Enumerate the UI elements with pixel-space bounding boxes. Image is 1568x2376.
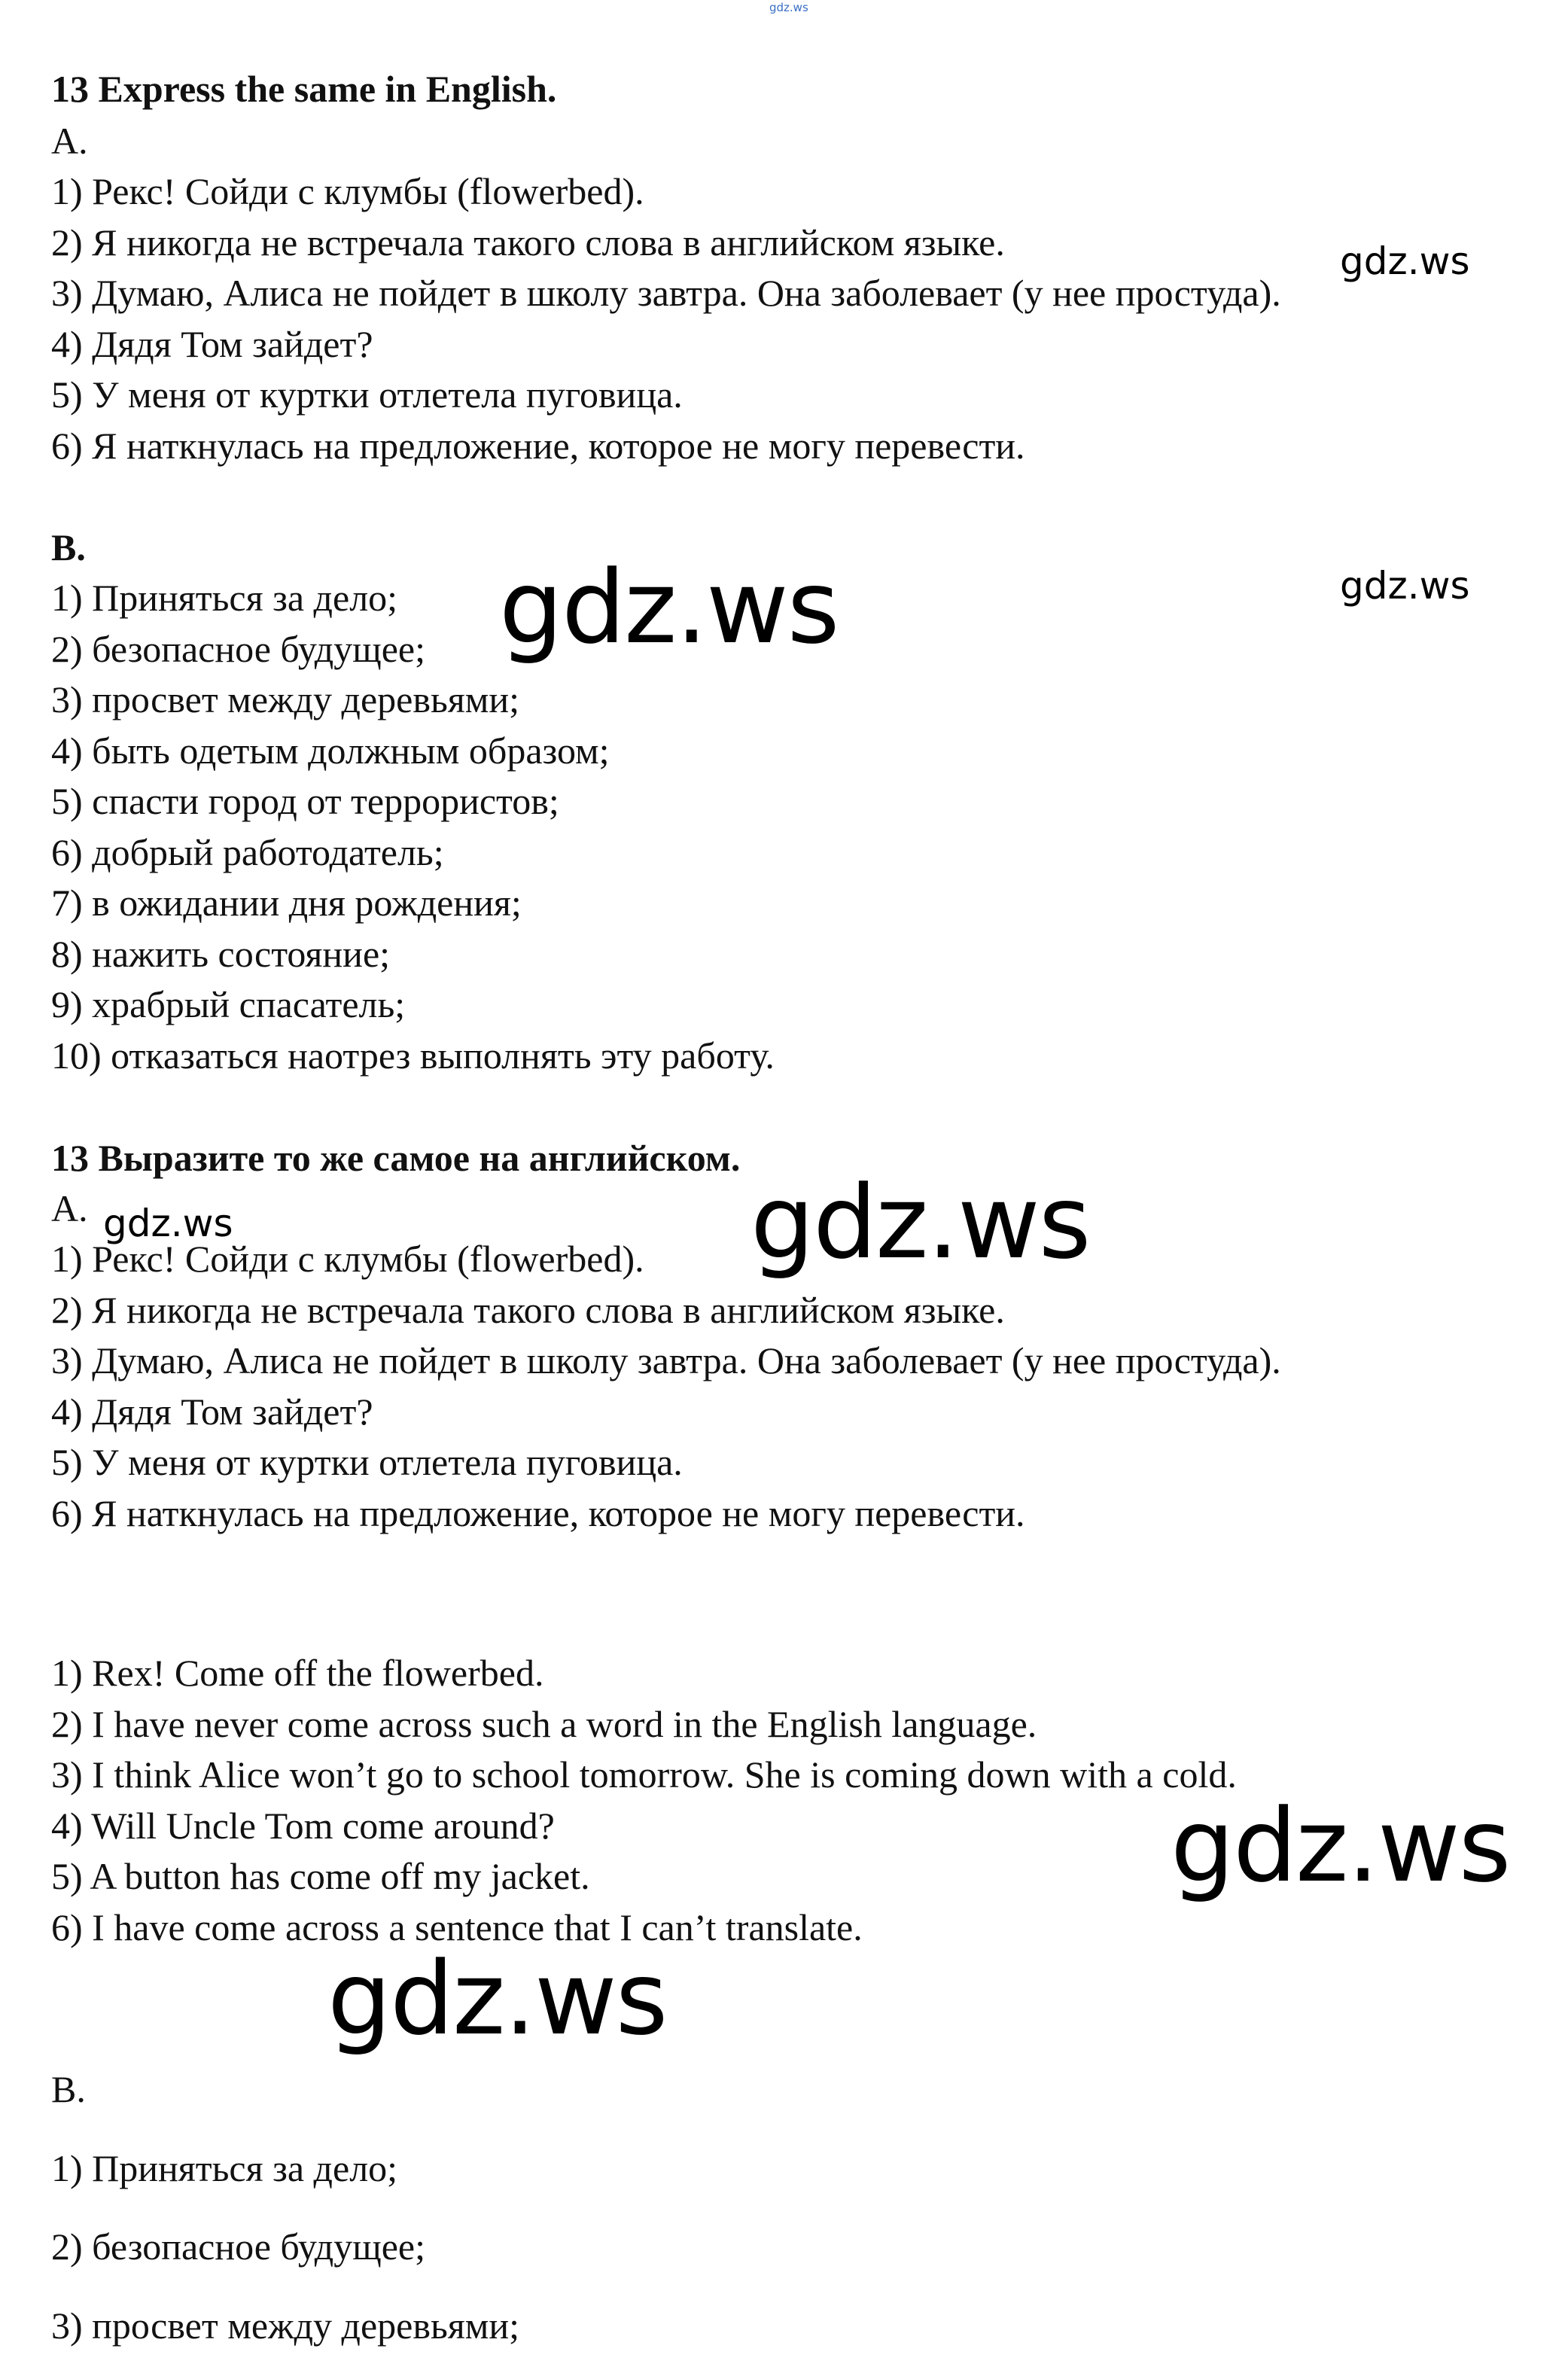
- part-a-item: 3) Думаю, Алиса не пойдет в школу завтра. Она заболевает (у нее простуда).: [51, 1339, 1281, 1381]
- part-a-item: 3) Думаю, Алиса не пойдет в школу завтра. Она заболевает (у нее простуда).: [51, 272, 1281, 314]
- watermark-large: gdz.ws: [499, 549, 839, 666]
- answers-b-item: 3) просвет между деревьями;: [51, 2304, 520, 2347]
- watermark-large: gdz.ws: [1171, 1787, 1510, 1905]
- header-watermark: gdz.ws: [769, 1, 808, 14]
- answer-item: 3) I think Alice won’t go to school tomorrow. She is coming down with a cold.: [51, 1753, 1237, 1796]
- part-b-item: 4) быть одетым должным образом;: [51, 730, 610, 772]
- answer-item: 5) A button has come off my jacket.: [51, 1855, 590, 1897]
- part-a-item: 5) У меня от куртки отлетела пуговица.: [51, 1441, 683, 1483]
- part-b-item: 3) просвет между деревьями;: [51, 678, 520, 720]
- part-a-item: 1) Рекс! Сойди с клумбы (flowerbed).: [51, 1238, 644, 1280]
- part-b-item: 2) безопасное будущее;: [51, 628, 425, 670]
- answers-b-label: B.: [51, 2068, 86, 2110]
- part-b-item: 8) нажить состояние;: [51, 933, 391, 975]
- part-a-item: 2) Я никогда не встречала такого слова в английском языке.: [51, 1289, 1005, 1331]
- answer-item: 1) Rex! Come off the flowerbed.: [51, 1652, 544, 1694]
- exercise-title-ru: 13 Выразите то же самое на английском.: [51, 1137, 741, 1179]
- answers-b-item: 1) Приняться за дело;: [51, 2147, 398, 2189]
- part-a-item: 1) Рекс! Сойди с клумбы (flowerbed).: [51, 170, 644, 212]
- part-b-item: 6) добрый работодатель;: [51, 831, 444, 873]
- answer-item: 4) Will Uncle Tom come around?: [51, 1805, 555, 1847]
- part-a-label: A.: [51, 120, 88, 162]
- part-a-item: 4) Дядя Том зайдет?: [51, 323, 373, 365]
- part-b-item: 7) в ожидании дня рождения;: [51, 882, 522, 924]
- watermark-large: gdz.ws: [327, 1940, 667, 2058]
- watermark-small: gdz.ws: [1340, 564, 1470, 608]
- part-b-item: 5) спасти город от террористов;: [51, 780, 559, 822]
- answer-item: 6) I have come across a sentence that I can’t translate.: [51, 1906, 863, 1948]
- part-a-item: 4) Дядя Том зайдет?: [51, 1391, 373, 1433]
- watermark-large: gdz.ws: [751, 1164, 1090, 1281]
- part-b-item: 9) храбрый спасатель;: [51, 983, 406, 1025]
- answer-item: 2) I have never come across such a word in the English language.: [51, 1703, 1037, 1745]
- watermark-small: gdz.ws: [103, 1202, 233, 1245]
- watermark-small: gdz.ws: [1340, 239, 1470, 283]
- answers-b-item: 2) безопасное будущее;: [51, 2225, 425, 2268]
- part-b-label: B.: [51, 526, 86, 568]
- exercise-title-en: 13 Express the same in English.: [51, 68, 557, 110]
- part-a-item: 5) У меня от куртки отлетела пуговица.: [51, 373, 683, 416]
- part-a-item: 6) Я наткнулась на предложение, которое не могу перевести.: [51, 425, 1025, 467]
- part-b-item: 1) Приняться за дело;: [51, 577, 398, 619]
- part-b-item: 10) отказаться наотрез выполнять эту работу.: [51, 1034, 775, 1077]
- part-a-item: 6) Я наткнулась на предложение, которое не могу перевести.: [51, 1492, 1025, 1534]
- part-a-label: A.: [51, 1187, 88, 1229]
- part-a-item: 2) Я никогда не встречала такого слова в английском языке.: [51, 221, 1005, 263]
